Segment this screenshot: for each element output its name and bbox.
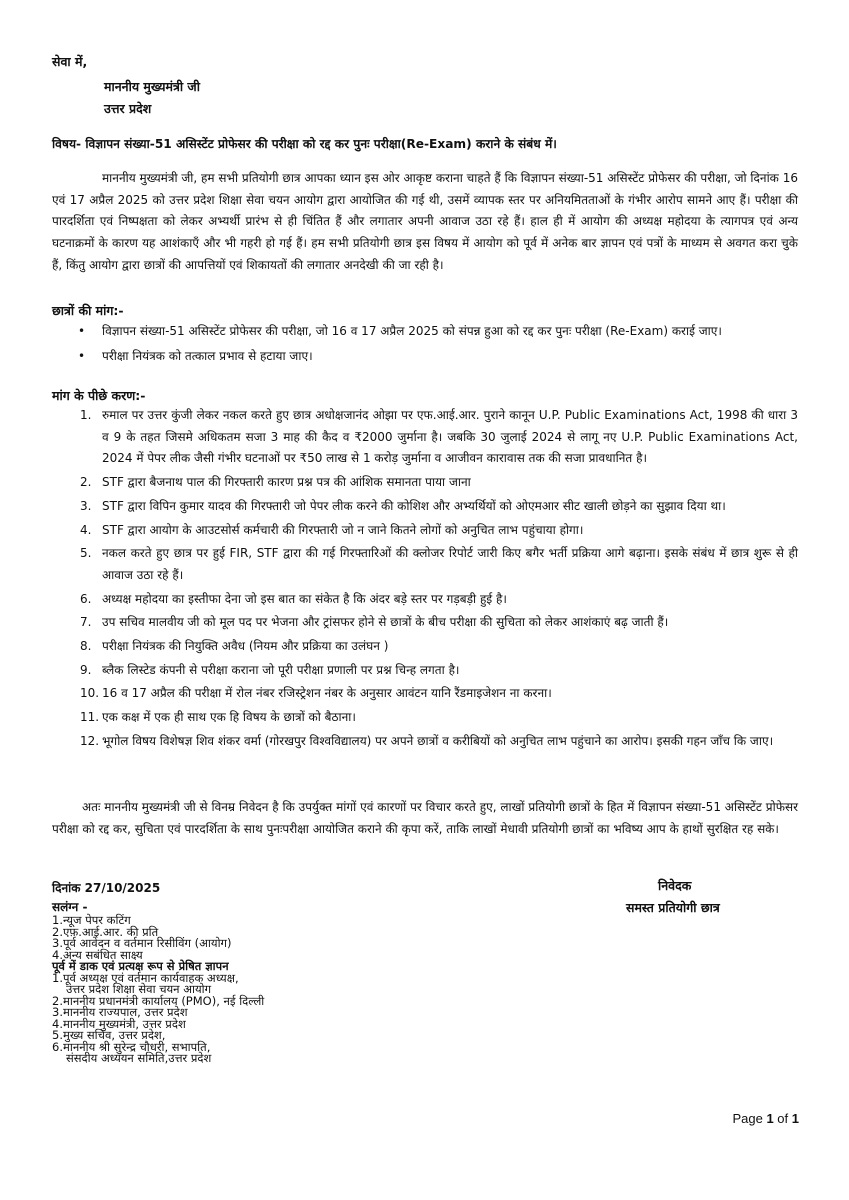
- page-current: 1: [766, 1111, 774, 1126]
- recipient-state: उत्तर प्रदेश: [104, 101, 152, 116]
- copy-item: 2.माननीय प्रधानमंत्री कार्यालय (PMO), नई दिल्ली: [52, 993, 265, 1008]
- reason-text: STF द्वारा बैजनाथ पाल की गिरफ्तारी कारण प्रश्न पत्र की आंशिक समानता पाया जाना: [102, 475, 471, 490]
- salutation: सेवा में,: [52, 54, 88, 69]
- intro-paragraph: [52, 168, 798, 277]
- copy-item: 5.मुख्य सचिव, उत्तर प्रदेश,: [52, 1028, 166, 1042]
- reason-text: भूगोल विषय विशेषज्ञ शिव शंकर वर्मा (गोरखपुर विश्वविद्यालय) पर अपने छात्रों व करीबियों को अनुचित लाभ पहुंचाने का आरोप। इसकी गहन जाँच कि जाए।: [102, 733, 774, 748]
- reason-item: [52, 472, 798, 494]
- reason-text: 16 व 17 अप्रैल की परीक्षा में रोल नंबर रजिस्ट्रेशन नंबर के अनुसार आवंटन यानि रैंडमाइजेशन ना करना।: [102, 686, 552, 701]
- copy-item: 3.माननीय राज्यपाल, उत्तर प्रदेश: [52, 1005, 188, 1019]
- page-number: [732, 1111, 799, 1126]
- reason-item: [52, 612, 798, 634]
- reason-text: अध्यक्ष महोदया का इस्तीफा देना जो इस बात का संकेत है कि अंदर बड़े स्तर पर गड़बड़ी हुई है।: [102, 591, 507, 606]
- copy-item: उत्तर प्रदेश शिक्षा सेवा चयन आयोग: [66, 982, 212, 996]
- closing-text: अतः माननीय मुख्यमंत्री जी से विनम्र निवेदन है कि उपर्युक्त मांगों एवं कारणों पर विचार करते हुए, लाखों प्रतियोगी छात्रों के हित में विज्ञापन संख्या-51 असिस्टेंट प्रोफेसर परीक्षा को रद्द कर, सुचिता एवं पारदर्शिता के साथ पुनःपरीक्षा आयोजित कराने की कृपा करें, ताकि लाखों मेधावी प्रतियोगी छात्रों का भविष्य आप के हाथों सुरक्षित रह सके।: [52, 800, 798, 836]
- reason-item: [52, 543, 798, 586]
- reason-item: [52, 636, 798, 658]
- signature-label: निवेदक: [658, 878, 692, 893]
- bullet-icon: •: [78, 348, 86, 363]
- attachment-item: 3.पूर्व आवेदन व वर्तमान रिसीविंग (आयोग): [52, 936, 232, 950]
- reason-text: उप सचिव मालवीय जी को मूल पद पर भेजना और ट्रांसफर होने से छात्रों के बीच परीक्षा की सुचिता को लेकर आशंकाएं बढ़ जाती हैं।: [102, 615, 669, 630]
- reasons-heading: मांग के पीछे करण:-: [52, 388, 146, 403]
- reason-number: 5.: [80, 546, 92, 561]
- copy-item: संसदीय अध्ययन समिति,उत्तर प्रदेश: [66, 1051, 212, 1065]
- reason-number: 6.: [80, 591, 92, 606]
- signature-name: समस्त प्रतियोगी छात्र: [626, 900, 720, 915]
- reason-text: STF द्वारा विपिन कुमार यादव की गिरफ्तारी जो पेपर लीक करने की कोशिश और अभ्यर्थियों को ओएमआर सीट खाली छोड़ने का सुझाव दिया था।: [102, 498, 726, 513]
- reason-number: 11.: [80, 710, 100, 725]
- reason-item: [52, 731, 798, 753]
- attachments-heading: सलंग्न -: [52, 900, 88, 914]
- reason-number: 4.: [80, 522, 92, 537]
- reason-item: [52, 660, 798, 682]
- reason-text: नकल करते हुए छात्र पर हुई FIR, STF द्वारा की गई गिरफ्तारिओं की क्लोजर रिपोर्ट जारी किए बगैर भर्ती प्रक्रिया आगे बढ़ाना। इसके संबंध में छात्र शुरू से ही आवाज उठा रहे हैं।: [102, 546, 798, 582]
- demands-heading: छात्रों की मांग:-: [52, 303, 124, 318]
- reason-text: ब्लैक लिस्टेड कंपनी से परीक्षा कराना जो पूरी परीक्षा प्रणाली पर प्रश्न चिन्ह लगता है।: [102, 662, 460, 677]
- reason-number: 2.: [80, 475, 92, 490]
- reason-number: 3.: [80, 498, 92, 513]
- demand-item: [52, 321, 798, 343]
- reason-item: [52, 589, 798, 611]
- reason-item: [52, 683, 798, 705]
- attachment-item: 1.न्यूज पेपर कटिंग: [52, 913, 131, 927]
- demand-text: परीक्षा नियंत्रक को तत्काल प्रभाव से हटाया जाए।: [102, 348, 313, 363]
- page-prefix: Page: [732, 1111, 767, 1126]
- intro-text: माननीय मुख्यमंत्री जी, हम सभी प्रतियोगी छात्र आपका ध्यान इस ओर आकृष्ट कराना चाहते हैं कि विज्ञापन संख्या-51 असिस्टेंट प्रोफेसर की परीक्षा, जो दिनांक 16 एवं 17 अप्रैल 2025 को उत्तर प्रदेश शिक्षा सेवा चयन आयोग द्वारा आयोजित की गई थी, उसमें व्यापक स्तर पर अनियमितताओं के गंभीर आरोप सामने आए हैं। परीक्षा की पारदर्शिता एवं निष्पक्षता को लेकर अभ्यर्थी प्रारंभ से ही चिंतित हैं और लगातार अपनी आवाज उठा रहे हैं। हाल ही में आयोग की अध्यक्ष महोदया के त्यागपत्र एवं अन्य घटनाक्रमों के कारण यह आशंकाएँ और भी गहरी हो गई हैं। हम सभी प्रतियोगी छात्र इस विषय में आयोग को पूर्व में अनेक बार ज्ञापन एवं पत्रों के माध्यम से अवगत करा चुके हैं, किंतु आयोग द्वारा छात्रों की आपत्तियों एवं शिकायतों की लगातार अनदेखी की जा रही है।: [52, 171, 798, 272]
- copy-item: 1.पूर्व अध्यक्ष एवं वर्तमान कार्यवाहक अध्यक्ष,: [52, 970, 239, 985]
- demand-item: [52, 346, 798, 368]
- reason-text: एक कक्ष में एक ही साथ एक हि विषय के छात्रों को बैठाना।: [102, 710, 356, 725]
- reason-number: 7.: [80, 615, 92, 630]
- demands-list: [52, 321, 798, 367]
- reason-text: परीक्षा नियंत्रक की नियुक्ति अवैध (नियम और प्रक्रिया का उलंघन ): [102, 639, 389, 654]
- copy-item: 6.माननीय श्री सुरेन्द्र चौधरी, सभापति,: [52, 1039, 211, 1054]
- attachment-item: 4.अन्य सबंधित साक्ष्य: [52, 947, 143, 962]
- date: दिनांक 27/10/2025: [52, 881, 161, 895]
- attachments-list: [52, 915, 264, 1065]
- page-of: of: [773, 1111, 792, 1126]
- reason-item: [52, 405, 798, 470]
- reason-item: [52, 520, 798, 542]
- reason-text: रुमाल पर उत्तर कुंजी लेकर नकल करते हुए छात्र अधोक्षजानंद ओझा पर एफ.आई.आर. पुराने कानून U.P. Public Examinations Act, 1998 की धारा 3 व 9 के तहत जिसमे अधिकतम सजा 3 माह की कैद व ₹2000 जुर्माना है। जबकि 30 जुलाई 2024 से लागू नए U.P. Public Examinations Act, 2024 में पेपर लीक जैसी गंभीर घटनाओं पर ₹50 लाख से 1 करोड़ जुर्माना व आजीवन कारावास तक की सजा प्रावधानित है।: [102, 408, 798, 466]
- closing-paragraph: [52, 797, 798, 840]
- copies-heading: पूर्व में डाक एवं प्रत्यक्ष रूप से प्रेषित ज्ञापन: [52, 959, 229, 973]
- page-total: 1: [791, 1111, 799, 1126]
- reason-number: 1.: [80, 408, 92, 422]
- demand-text: विज्ञापन संख्या-51 असिस्टेंट प्रोफेसर की परीक्षा, जो 16 व 17 अप्रैल 2025 को संपन्न हुआ को रद्द कर पुनः परीक्षा (Re-Exam) कराई जाए।: [102, 324, 722, 338]
- subject-line: विषय- विज्ञापन संख्या-51 असिस्टेंट प्रोफेसर की परीक्षा को रद्द कर पुनः परीक्षा(Re-Exam) कराने के संबंध में।: [52, 137, 557, 151]
- reason-number: 10.: [80, 686, 100, 701]
- recipient-title: माननीय मुख्यमंत्री जी: [104, 79, 200, 94]
- reasons-list: [52, 405, 798, 755]
- reason-item: [52, 496, 798, 518]
- reason-text: STF द्वारा आयोग के आउटसोर्स कर्मचारी की गिरफ्तारी जो न जाने कितने लोगों को अनुचित लाभ पहुंचाया होगा।: [102, 522, 584, 537]
- reason-number: 9.: [80, 662, 92, 677]
- reason-number: 12.: [80, 733, 100, 748]
- bullet-icon: •: [78, 324, 86, 338]
- reason-number: 8.: [80, 639, 92, 654]
- attachment-item: 2.एफ़.आई.आर. की प्रति: [52, 924, 159, 939]
- copy-item: 4.माननीय मुख्यमंत्री, उत्तर प्रदेश: [52, 1016, 186, 1031]
- reason-item: [52, 707, 798, 729]
